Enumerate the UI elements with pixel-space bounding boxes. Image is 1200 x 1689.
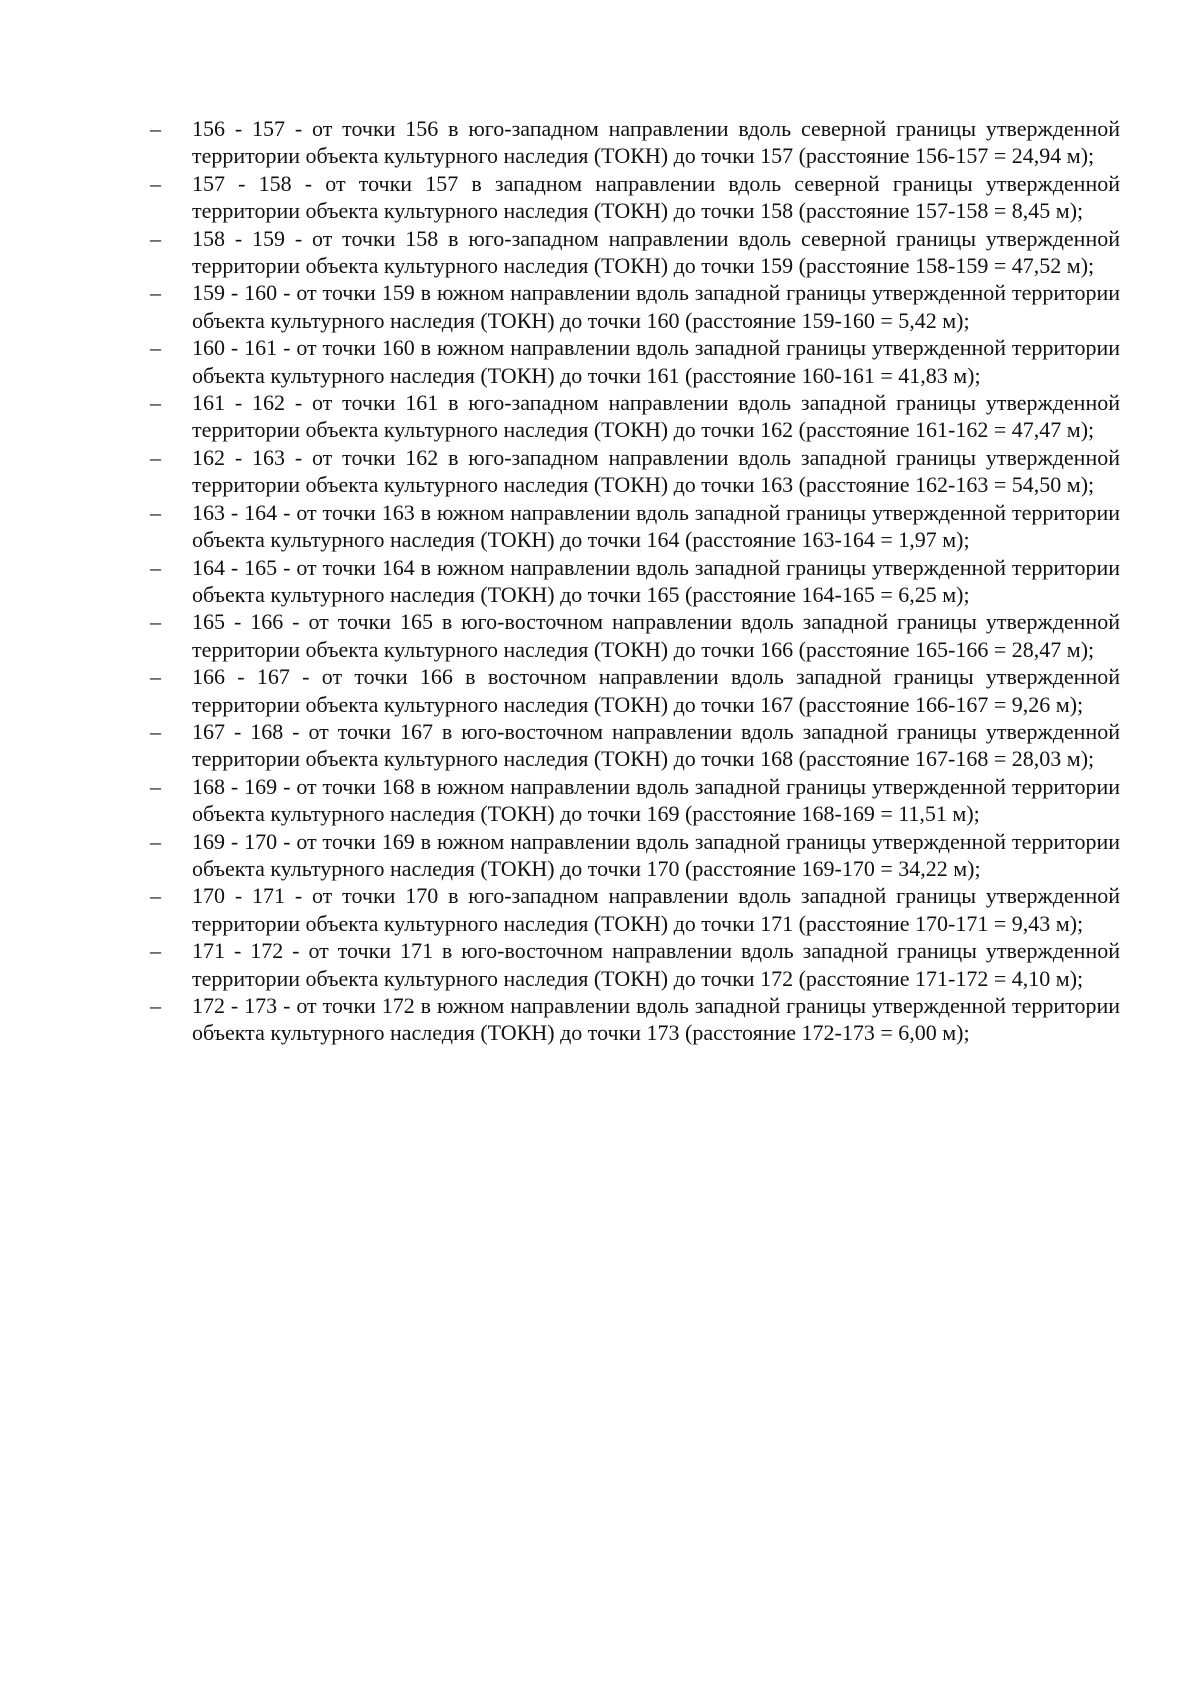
list-item bbox=[0, 170, 1200, 225]
list-item bbox=[0, 115, 1200, 170]
list-item-text: 171 - 172 - от точки 171 в юго-восточном направлении вдоль западной границы утвержденной территории объекта культурного наследия (ТОКН) до точки 172 (расстояние 171-172 = 4,10 м); bbox=[192, 938, 1120, 991]
list-item-text: 170 - 171 - от точки 170 в юго-западном направлении вдоль западной границы утвержденной территории объекта культурного наследия (ТОКН) до точки 171 (расстояние 170-171 = 9,43 м); bbox=[192, 883, 1120, 936]
list-item-text: 163 - 164 - от точки 163 в южном направлении вдоль западной границы утвержденной территории объекта культурного наследия (ТОКН) до точки 164 (расстояние 163-164 = 1,97 м); bbox=[192, 499, 1120, 553]
list-item bbox=[0, 444, 1200, 499]
bullet-dash: – bbox=[150, 390, 161, 416]
list-item bbox=[0, 499, 1200, 554]
bullet-dash: – bbox=[150, 554, 161, 580]
bullet-dash: – bbox=[150, 335, 161, 361]
list-item bbox=[0, 389, 1200, 444]
bullet-dash: – bbox=[150, 444, 161, 470]
list-item bbox=[0, 828, 1200, 883]
list-item-text: 160 - 161 - от точки 160 в южном направлении вдоль западной границы утвержденной территории объекта культурного наследия (ТОКН) до точки 161 (расстояние 160-161 = 41,83 м); bbox=[192, 335, 1120, 388]
list-item bbox=[0, 334, 1200, 389]
list-item-text: 161 - 162 - от точки 161 в юго-западном направлении вдоль западной границы утвержденной территории объекта культурного наследия (ТОКН) до точки 162 (расстояние 161-162 = 47,47 м); bbox=[192, 390, 1120, 443]
list-item bbox=[0, 992, 1200, 1047]
list-item-text: 164 - 165 - от точки 164 в южном направлении вдоль западной границы утвержденной территории объекта культурного наследия (ТОКН) до точки 165 (расстояние 164-165 = 6,25 м); bbox=[192, 554, 1120, 607]
list-item-text: 166 - 167 - от точки 166 в восточном направлении вдоль западной границы утвержденной территории объекта культурного наследия (ТОКН) до точки 167 (расстояние 166-167 = 9,26 м); bbox=[192, 664, 1120, 717]
bullet-dash: – bbox=[150, 828, 161, 854]
list-item bbox=[0, 773, 1200, 828]
list-item bbox=[0, 279, 1200, 334]
list-item bbox=[0, 663, 1200, 718]
list-item-text: 159 - 160 - от точки 159 в южном направлении вдоль западной границы утвержденной территории объекта культурного наследия (ТОКН) до точки 160 (расстояние 159-160 = 5,42 м); bbox=[192, 280, 1120, 333]
bullet-dash: – bbox=[150, 225, 161, 251]
list-item bbox=[0, 554, 1200, 609]
bullet-dash: – bbox=[150, 170, 161, 196]
bullet-dash: – bbox=[150, 116, 161, 141]
bullet-dash: – bbox=[150, 718, 161, 744]
list-item-text: 162 - 163 - от точки 162 в юго-западном направлении вдоль западной границы утвержденной территории объекта культурного наследия (ТОКН) до точки 163 (расстояние 162-163 = 54,50 м); bbox=[192, 444, 1120, 498]
list-item bbox=[0, 718, 1200, 773]
list-item-text: 156 - 157 - от точки 156 в юго-западном направлении вдоль северной границы утвержденной территории объекта культурного наследия (ТОКН) до точки 157 (расстояние 156-157 = 24,94 м); bbox=[192, 116, 1120, 169]
list-item-text: 165 - 166 - от точки 165 в юго-восточном направлении вдоль западной границы утвержденной территории объекта культурного наследия (ТОКН) до точки 166 (расстояние 165-166 = 28,47 м); bbox=[192, 609, 1120, 662]
bullet-dash: – bbox=[150, 664, 161, 690]
bullet-dash: – bbox=[150, 609, 161, 635]
list-item bbox=[0, 225, 1200, 280]
boundary-points-list bbox=[0, 115, 1200, 1047]
bullet-dash: – bbox=[150, 938, 161, 964]
list-item-text: 168 - 169 - от точки 168 в южном направлении вдоль западной границы утвержденной территории объекта культурного наследия (ТОКН) до точки 169 (расстояние 168-169 = 11,51 м); bbox=[192, 773, 1120, 827]
list-item bbox=[0, 608, 1200, 663]
bullet-dash: – bbox=[150, 993, 161, 1018]
list-item-text: 158 - 159 - от точки 158 в юго-западном направлении вдоль северной границы утвержденной территории объекта культурного наследия (ТОКН) до точки 159 (расстояние 158-159 = 47,52 м); bbox=[192, 225, 1120, 279]
list-item-text: 157 - 158 - от точки 157 в западном направлении вдоль северной границы утвержденной территории объекта культурного наследия (ТОКН) до точки 158 (расстояние 157-158 = 8,45 м); bbox=[192, 170, 1120, 224]
list-item-text: 169 - 170 - от точки 169 в южном направлении вдоль западной границы утвержденной территории объекта культурного наследия (ТОКН) до точки 170 (расстояние 169-170 = 34,22 м); bbox=[192, 828, 1120, 881]
list-item bbox=[0, 937, 1200, 992]
bullet-dash: – bbox=[150, 499, 161, 525]
bullet-dash: – bbox=[150, 883, 161, 909]
list-item-text: 167 - 168 - от точки 167 в юго-восточном направлении вдоль западной границы утвержденной территории объекта культурного наследия (ТОКН) до точки 168 (расстояние 167-168 = 28,03 м); bbox=[192, 718, 1120, 772]
list-item-text: 172 - 173 - от точки 172 в южном направлении вдоль западной границы утвержденной территории объекта культурного наследия (ТОКН) до точки 173 (расстояние 172-173 = 6,00 м); bbox=[192, 993, 1120, 1046]
list-item bbox=[0, 882, 1200, 937]
bullet-dash: – bbox=[150, 773, 161, 799]
bullet-dash: – bbox=[150, 280, 161, 306]
